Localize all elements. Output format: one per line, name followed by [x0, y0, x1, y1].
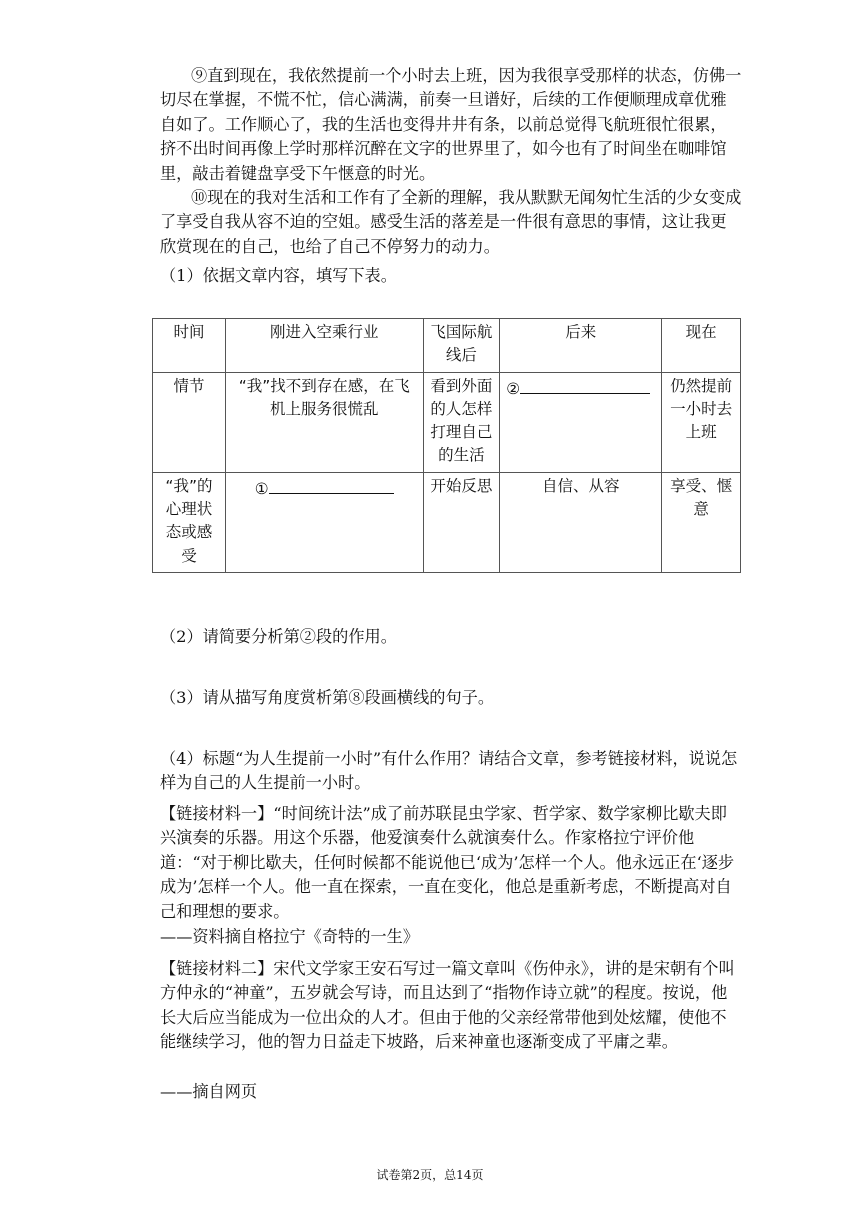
- table-row-feeling: [153, 472, 741, 572]
- link-material-2: 【链接材料二】宋代文学家王安石写过一篇文章叫《伤仲永》，讲的是宋朝有个叫方仲永的“神童”，五岁就会写诗，而且达到了“指物作诗立就”的程度。按说，他长大后应当能成为一位出众的人才。但由于他的父亲经常带他到处炫耀，使他不能继续学习，他的智力日益走下坡路，后来神童也逐渐变成了平庸之辈。: [160, 959, 735, 1052]
- table-cell: 享受、惬意: [662, 472, 741, 572]
- table-header-cell: 现在: [662, 319, 741, 373]
- paragraph-10: ⑩现在的我对生活和工作有了全新的理解，我从默默无闻匆忙生活的少女变成了享受自我从容不迫的空姐。感受生活的落差是一件很有意思的事情，这让我更欣赏现在的自己，也给了自己不停努力的动力。: [160, 188, 742, 256]
- table-cell: 自信、从容: [500, 472, 662, 572]
- fill-in-table: [152, 318, 741, 573]
- question-1: （1）依据文章内容，填写下表。: [160, 266, 397, 285]
- table-header-row: [153, 319, 741, 373]
- blank-marker: ②: [506, 379, 521, 398]
- blank-marker: ①: [254, 479, 269, 498]
- table-header-cell: 飞国际航线后: [423, 319, 500, 373]
- link-material-1: 【链接材料一】“时间统计法”成了前苏联昆虫学家、哲学家、数学家柳比歇夫即兴演奏的乐器。用这个乐器，他爱演奏什么就演奏什么。作家格拉宁评价他道：“对于柳比歇夫，任何时候都不能说他已‘成为’怎样一个人。他永远正在‘逐步成为’怎样一个人。他一直在探索，一直在变化，他总是重新考虑，不断提高对自己和理想的要求。: [160, 804, 735, 921]
- page-footer: 试卷第2页，总14页: [376, 1168, 484, 1182]
- table-header-cell: 刚进入空乘行业: [225, 319, 423, 373]
- row-label-plot: 情节: [153, 372, 226, 472]
- blank-2-cell[interactable]: [500, 372, 662, 472]
- material-1-source: ——资料摘自格拉宁《奇特的一生》: [160, 927, 419, 946]
- blank-1-cell[interactable]: [225, 472, 423, 572]
- table-row-plot: [153, 372, 741, 472]
- table-header-cell: 时间: [153, 319, 226, 373]
- answer-blank-1[interactable]: [269, 475, 394, 494]
- paragraph-9: ⑨直到现在，我依然提前一个小时去上班，因为我很享受那样的状态，仿佛一切尽在掌握，不慌不忙，信心满满，前奏一旦谱好，后续的工作便顺理成章优雅自如了。工作顺心了，我的生活也变得井井有条，以前总觉得飞航班很忙很累，挤不出时间再像上学时那样沉醉在文字的世界里了，如今也有了时间坐在咖啡馆里，敲击着键盘享受下午惬意的时光。: [160, 66, 742, 183]
- row-label-feeling: “我”的心理状态或感受: [153, 472, 226, 572]
- question-4: （4）标题“为人生提前一小时”有什么作用？请结合文章，参考链接材料，说说怎样为自己的人生提前一小时。: [160, 749, 738, 793]
- table-header-cell: 后来: [500, 319, 662, 373]
- table-cell: 看到外面的人怎样打理自己的生活: [423, 372, 500, 472]
- question-2: （2）请简要分析第②段的作用。: [160, 627, 397, 646]
- table-cell: 开始反思: [423, 472, 500, 572]
- answer-blank-2[interactable]: [520, 375, 650, 394]
- table-cell: “我”找不到存在感，在飞机上服务很慌乱: [225, 372, 423, 472]
- material-2-source: ——摘自网页: [160, 1082, 258, 1101]
- table-cell: 仍然提前一小时去上班: [662, 372, 741, 472]
- question-3: （3）请从描写角度赏析第⑧段画横线的句子。: [160, 688, 495, 707]
